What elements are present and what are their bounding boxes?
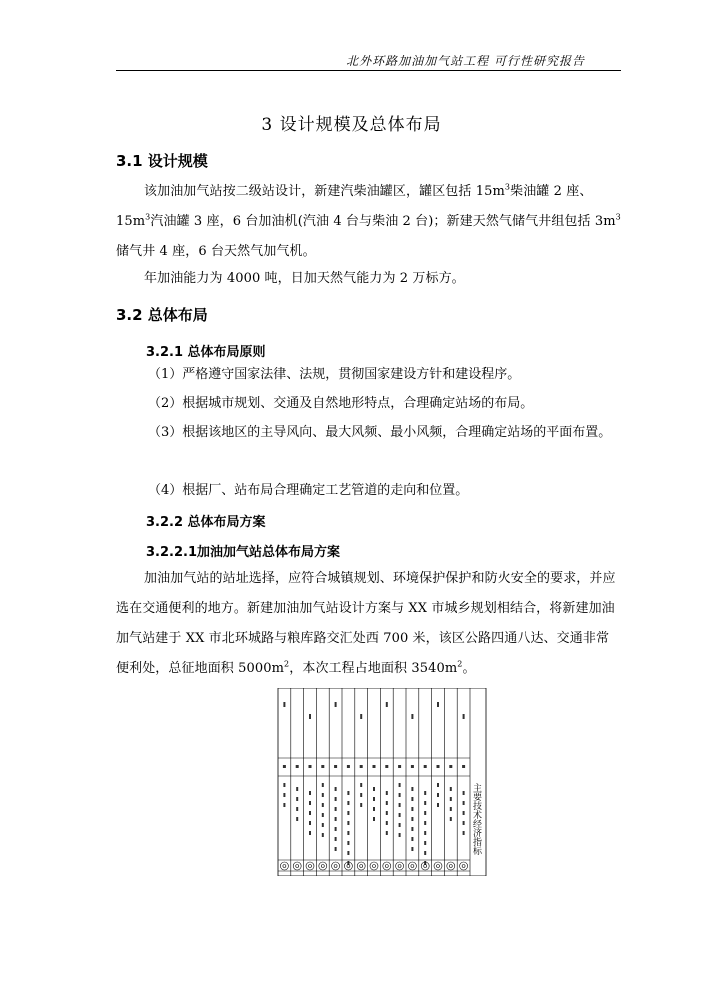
faint-glyph [463, 831, 465, 835]
principle-item-2: （2）根据城市规划、交通及自然地形特点，合理确定站场的布局。 [148, 396, 534, 411]
faint-glyph [411, 714, 413, 719]
faint-glyph [411, 837, 413, 841]
faint-glyph [437, 783, 439, 787]
faint-glyph [347, 831, 349, 835]
faint-glyph [347, 851, 349, 855]
faint-glyph [360, 714, 362, 719]
faint-glyph [360, 783, 362, 787]
faint-glyph [424, 791, 426, 795]
figure-vertical-caption: 主要技术经济指标 [471, 783, 481, 855]
faint-glyph [347, 765, 350, 768]
chapter-title: 3 设计规模及总体布局 [261, 115, 442, 135]
faint-glyph [335, 837, 337, 841]
faint-glyph [424, 851, 426, 855]
faint-glyph [411, 807, 413, 811]
faint-glyph [335, 827, 337, 831]
faint-glyph [398, 765, 401, 768]
faint-glyph [335, 797, 337, 801]
faint-glyph [399, 803, 401, 807]
principle-item-4: （4）根据厂、站布局合理确定工艺管道的走向和位置。 [148, 483, 469, 498]
text-run: 该加油加气站按二级站设计，新建汽柴油罐区，罐区包括 15m [144, 184, 505, 199]
header-rule [116, 70, 621, 71]
faint-glyph [347, 811, 349, 815]
faint-glyph [322, 813, 324, 817]
faint-glyph [399, 823, 401, 827]
faint-glyph [335, 702, 337, 707]
faint-glyph [399, 793, 401, 797]
faint-glyph [309, 821, 311, 825]
section-heading-3-2: 3.2 总体布局 [116, 306, 208, 324]
faint-glyph [399, 783, 401, 787]
paragraph-design-scale [116, 177, 621, 267]
paragraph-layout-plan [116, 564, 621, 684]
faint-glyph [360, 803, 362, 807]
faint-glyph [283, 702, 285, 707]
faint-glyph [424, 811, 426, 815]
faint-glyph [386, 831, 388, 835]
faint-glyph [385, 765, 388, 768]
faint-glyph [321, 765, 324, 768]
faint-glyph [283, 783, 285, 787]
faint-glyph [450, 807, 452, 811]
principle-item-3: （3）根据该地区的主导风向、最大风频、最小风频，合理确定站场的平面布置。 [148, 425, 612, 440]
faint-glyph [347, 801, 349, 805]
faint-glyph [411, 817, 413, 821]
faint-glyph [463, 791, 465, 795]
faint-glyph [322, 803, 324, 807]
faint-glyph [411, 765, 414, 768]
faint-glyph [335, 807, 337, 811]
faint-glyph [411, 847, 413, 851]
faint-glyph [463, 801, 465, 805]
faint-glyph [309, 714, 311, 719]
faint-glyph [360, 765, 363, 768]
faint-glyph [424, 831, 426, 835]
faint-glyph [296, 797, 298, 801]
faint-glyph [411, 797, 413, 801]
faint-glyph [322, 793, 324, 797]
faint-glyph [450, 787, 452, 791]
faint-glyph [424, 821, 426, 825]
faint-glyph [347, 841, 349, 845]
faint-glyph [386, 791, 388, 795]
faint-glyph [373, 817, 375, 821]
faint-glyph [296, 817, 298, 821]
faint-glyph [309, 801, 311, 805]
faint-glyph [296, 807, 298, 811]
faint-glyph [463, 821, 465, 825]
layout-index-table-figure [273, 688, 491, 876]
page-header: 北外环路加油加气站工程 可行性研究报告 [346, 54, 585, 68]
faint-glyph [411, 787, 413, 791]
superscript: 3 [145, 212, 151, 222]
principle-item-1: （1）严格遵守国家法律、法规，贯彻国家建设方针和建设程序。 [148, 367, 521, 382]
faint-glyph [309, 765, 312, 768]
text-run: 储气井 4 座，6 台天然气加气机。 [116, 244, 316, 259]
faint-glyph [399, 833, 401, 837]
superscript: 2 [284, 659, 290, 669]
faint-glyph [347, 821, 349, 825]
faint-glyph [309, 811, 311, 815]
paragraph-capacity: 年加油能力为 4000 吨，日加天然气能力为 2 万标方。 [144, 271, 465, 286]
faint-glyph [424, 841, 426, 845]
faint-glyph [373, 807, 375, 811]
faint-glyph [309, 791, 311, 795]
faint-glyph [437, 803, 439, 807]
superscript: 3 [615, 212, 621, 222]
faint-glyph [450, 797, 452, 801]
faint-glyph [335, 847, 337, 851]
faint-glyph [424, 765, 427, 768]
faint-glyph [322, 833, 324, 837]
faint-glyph [373, 765, 376, 768]
faint-glyph [283, 765, 286, 768]
faint-glyph [283, 793, 285, 797]
faint-glyph [334, 765, 337, 768]
faint-glyph [399, 813, 401, 817]
faint-glyph [437, 793, 439, 797]
faint-glyph [386, 811, 388, 815]
faint-glyph [424, 801, 426, 805]
faint-glyph [462, 765, 465, 768]
text-run: ，本次工程占地面积 3540m [289, 661, 458, 676]
text-run: 柴油罐 2 座、15m [116, 184, 593, 229]
faint-glyph [463, 811, 465, 815]
faint-glyph [360, 793, 362, 797]
faint-glyph [386, 702, 388, 707]
faint-glyph [463, 714, 465, 719]
subsection-heading-3-2-2-1: 3.2.2.1加油加气站总体布局方案 [146, 545, 340, 560]
superscript: 2 [457, 659, 463, 669]
text-run: 。 [462, 661, 476, 676]
faint-glyph [283, 803, 285, 807]
faint-glyph [386, 801, 388, 805]
faint-glyph [373, 797, 375, 801]
section-heading-3-1: 3.1 设计规模 [116, 152, 208, 170]
faint-glyph [450, 817, 452, 821]
faint-glyph [322, 783, 324, 787]
superscript: 3 [504, 182, 511, 192]
faint-glyph [322, 823, 324, 827]
faint-glyph [296, 787, 298, 791]
faint-glyph [309, 831, 311, 835]
faint-glyph [437, 702, 439, 707]
faint-glyph [335, 817, 337, 821]
subsection-heading-3-2-2: 3.2.2 总体布局方案 [146, 515, 266, 530]
faint-glyph [335, 787, 337, 791]
faint-glyph [411, 827, 413, 831]
faint-glyph [449, 765, 452, 768]
faint-glyph [347, 791, 349, 795]
text-run: 汽油罐 3 座，6 台加油机(汽油 4 台与柴油 2 台)；新建天然气储气井组包括 3m [150, 214, 616, 229]
faint-glyph [373, 787, 375, 791]
faint-glyph [437, 765, 440, 768]
faint-glyph [296, 765, 299, 768]
faint-glyph [386, 821, 388, 825]
subsection-heading-3-2-1: 3.2.1 总体布局原则 [146, 345, 266, 360]
text-run: 加油加气站的站址选择，应符合城镇规划、环境保护保护和防火安全的要求，并应选在交通便利的地方。新建加油加气站设计方案与 XX 市城乡规划相结合，将新建加油加气站建于 XX 市北环城路与粮库路交汇处西 700 米，该区公路四通八达、交通非常便利处，总征地面积 5000m [116, 571, 616, 676]
